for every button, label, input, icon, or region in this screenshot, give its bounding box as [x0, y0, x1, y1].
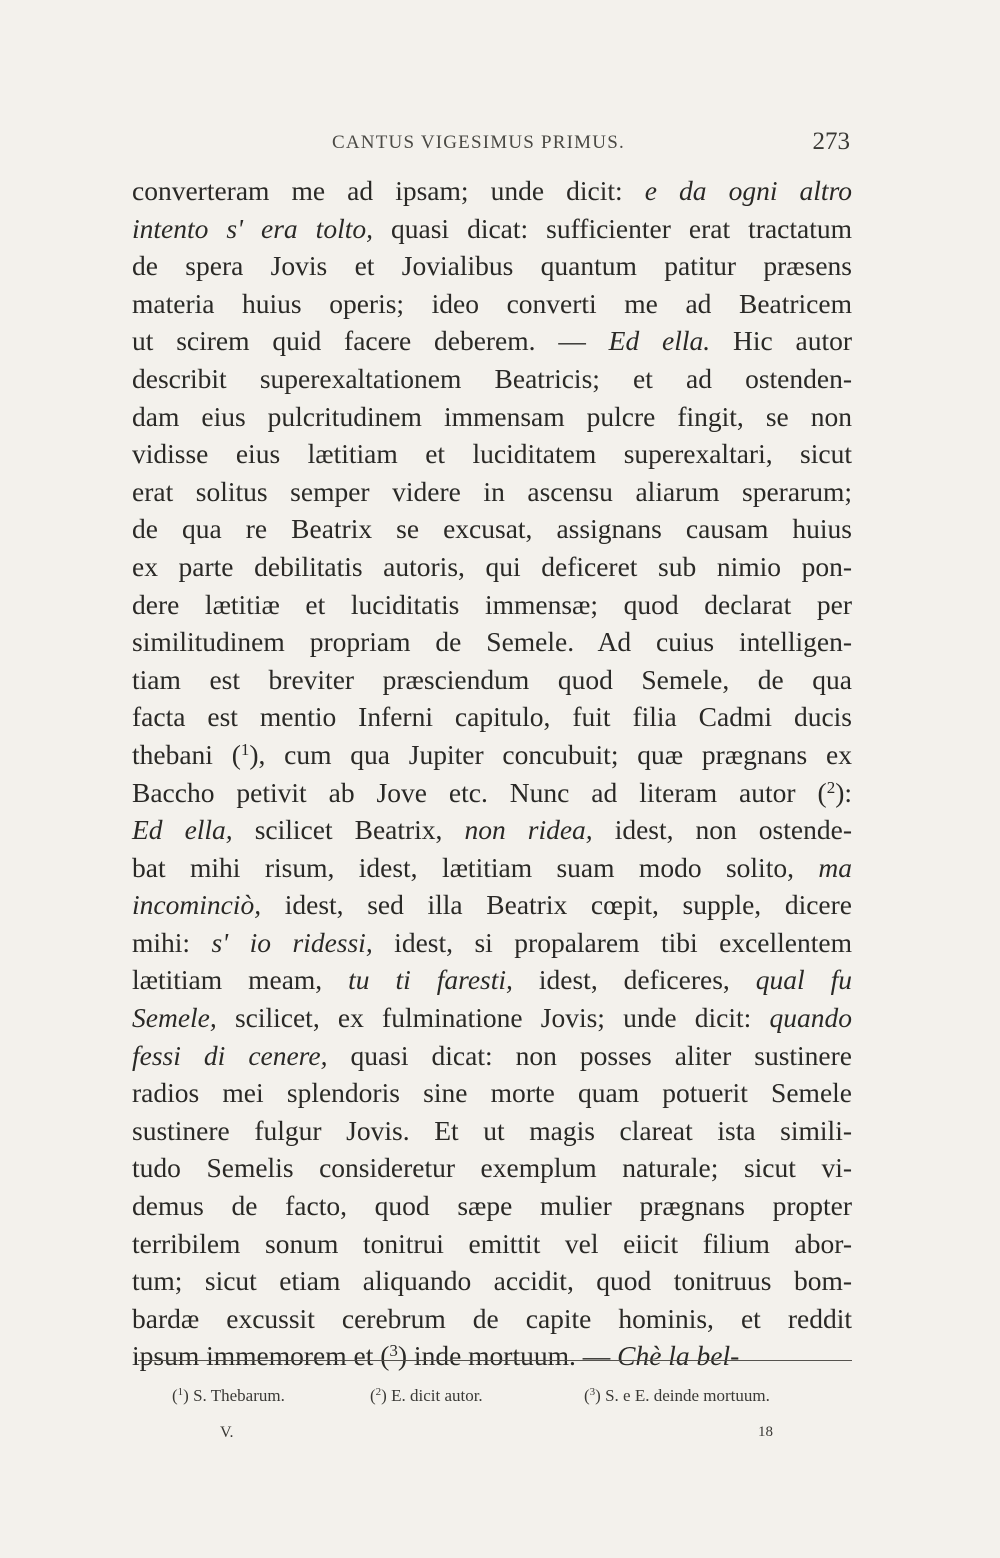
footnote-reference: 1: [240, 739, 250, 759]
text-line: [132, 172, 852, 210]
text-run: thebani (: [132, 738, 241, 770]
footnote-text: E. dicit autor.: [391, 1386, 483, 1405]
text-line: [132, 285, 852, 323]
footnote-2: ($^2$) E. dicit autor.: [370, 1386, 483, 1405]
text-run: quasi dicat: non posses aliter sustinere: [327, 1039, 852, 1071]
italic-quote: fessi di cenere,: [132, 1039, 328, 1071]
text-run: similitudinem propriam de Semele. Ad cuius intelligen-: [132, 626, 852, 658]
footnotes: [172, 1386, 852, 1410]
text-line: [132, 886, 852, 924]
text-run: de qua re Beatrix se excusat, assignans causam huius: [132, 513, 852, 545]
text-line: [132, 661, 852, 699]
text-line: [132, 473, 852, 511]
text-run: mihi:: [132, 926, 212, 958]
text-run: quasi dicat: sufficienter erat tractatum: [372, 212, 852, 244]
text-run: idest, sed illa Beatrix cœpit, supple, dicere: [261, 889, 852, 921]
text-run: bat mihi risum, idest, lætitiam suam modo solito,: [132, 851, 819, 883]
text-run: idest, deficeres,: [512, 964, 756, 996]
running-title: CANTUS VIGESIMUS PRIMUS.: [332, 132, 625, 153]
footnote-text: S. Thebarum.: [193, 1386, 285, 1405]
text-line: [132, 210, 852, 248]
text-run: ipsum immemorem et (: [132, 1340, 390, 1372]
italic-quote: qual fu: [755, 964, 853, 996]
text-run: tiam est breviter præsciendum quod Semele, de qua: [132, 663, 852, 695]
footnote-mark: 2: [375, 1386, 382, 1398]
text-line: [132, 1262, 852, 1300]
page-number: 273: [812, 128, 850, 155]
text-run: converteram me ad ipsam; unde dicit:: [132, 175, 645, 206]
text-run: dere lætitiæ et luciditatis immensæ; quod declarat per: [132, 588, 852, 620]
text-run: bardæ excussit cerebrum de capite hominis, et reddit: [132, 1302, 852, 1334]
footnote-mark: 3: [589, 1386, 596, 1398]
text-run: facta est mentio Inferni capitulo, fuit filia Cadmi ducis: [132, 701, 852, 733]
text-run: idest, non ostende-: [592, 814, 852, 846]
italic-quote: Semele,: [132, 1002, 217, 1034]
text-run: dam eius pulcritudinem immensam pulcre fingit, se non: [132, 400, 852, 432]
text-line: [132, 736, 852, 774]
text-line: [132, 247, 852, 285]
sheet-number: 18: [758, 1424, 773, 1440]
text-line: [132, 398, 852, 436]
text-line: [132, 1037, 852, 1075]
text-run: ex parte debilitatis autoris, qui deficeret sub nimio pon-: [132, 550, 852, 582]
text-line: [132, 548, 852, 586]
text-run: sustinere fulgur Jovis. Et ut magis clareat ista simili-: [132, 1114, 852, 1146]
text-run: ut scirem quid facere deberem. —: [132, 325, 609, 357]
text-run: describit superexaltationem Beatricis; et ad ostenden-: [132, 362, 852, 394]
text-run: Hic autor: [710, 325, 852, 357]
footnote-reference: 3: [389, 1341, 398, 1361]
text-run: materia huius operis; ideo converti me ad Beatricem: [132, 287, 852, 319]
commentary-text: [132, 172, 852, 1375]
text-line: [132, 999, 852, 1037]
italic-quote: non ridea,: [464, 814, 593, 846]
text-line: [132, 322, 852, 360]
footnote-rule: [138, 1360, 852, 1361]
text-run: tudo Semelis consideretur exemplum naturale; sicut vi-: [132, 1152, 852, 1184]
text-run: radios mei splendoris sine morte quam potuerit Semele: [132, 1077, 852, 1109]
italic-quote: s' io ridessi,: [211, 926, 373, 958]
running-head: [132, 128, 852, 158]
italic-quote: Ed ella,: [132, 814, 233, 846]
text-line: [132, 1074, 852, 1112]
text-line: [132, 811, 852, 849]
text-run: tum; sicut etiam aliquando accidit, quod tonitruus bom-: [132, 1265, 852, 1297]
text-line: [132, 849, 852, 887]
text-line: [132, 1149, 852, 1187]
text-run: ), cum qua Jupiter concubuit; quæ prægnans ex: [249, 738, 852, 770]
text-run: ) inde mortuum. —: [397, 1340, 618, 1372]
text-line: [132, 623, 852, 661]
text-run: vidisse eius lætitiam et luciditatem superexaltari, sicut: [132, 438, 852, 470]
italic-quote: intento s' era tolto,: [132, 212, 373, 244]
italic-quote: incominciò,: [132, 889, 262, 921]
text-run: scilicet Beatrix,: [232, 814, 465, 846]
italic-quote: ma: [818, 851, 852, 883]
text-line: [132, 1225, 852, 1263]
italic-quote: tu ti faresti,: [348, 964, 513, 996]
text-line: [132, 1337, 852, 1375]
footnote-3: ($^3$) S. e E. deinde mortuum.: [584, 1386, 770, 1405]
text-line: [132, 961, 852, 999]
text-run: terribilem sonum tonitrui emittit vel eiicit filium abor-: [132, 1227, 852, 1259]
text-run: Baccho petivit ab Jove etc. Nunc ad literam autor (: [132, 776, 827, 808]
text-line: [132, 435, 852, 473]
text-run: erat solitus semper videre in ascensu aliarum sperarum;: [132, 475, 852, 507]
text-line: [132, 1300, 852, 1338]
text-line: [132, 510, 852, 548]
text-run: scilicet, ex fulminatione Jovis; unde dicit:: [216, 1002, 770, 1034]
italic-quote: e da ogni altro: [644, 175, 852, 206]
footnote-mark: 1: [177, 1386, 184, 1398]
text-run: de spera Jovis et Jovialibus quantum patitur præsens: [132, 250, 852, 282]
footnote-reference: 2: [826, 777, 836, 797]
text-run: demus de facto, quod sæpe mulier prægnans propter: [132, 1190, 852, 1222]
text-line: [132, 924, 852, 962]
footnote-text: S. e E. deinde mortuum.: [605, 1386, 770, 1405]
italic-quote: Chè la bel-: [617, 1340, 740, 1372]
text-line: [132, 360, 852, 398]
text-line: [132, 774, 852, 812]
text-run: ):: [835, 776, 852, 808]
text-line: [132, 698, 852, 736]
text-line: [132, 1187, 852, 1225]
italic-quote: quando: [769, 1002, 852, 1034]
text-run: idest, si propalarem tibi excellentem: [372, 926, 852, 958]
footnote-1: ($^1$) S. Thebarum.: [172, 1386, 285, 1405]
italic-quote: Ed ella.: [608, 325, 711, 357]
text-run: lætitiam meam,: [132, 964, 349, 996]
text-line: [132, 1112, 852, 1150]
text-line: [132, 586, 852, 624]
signature-mark: V.: [220, 1424, 234, 1441]
